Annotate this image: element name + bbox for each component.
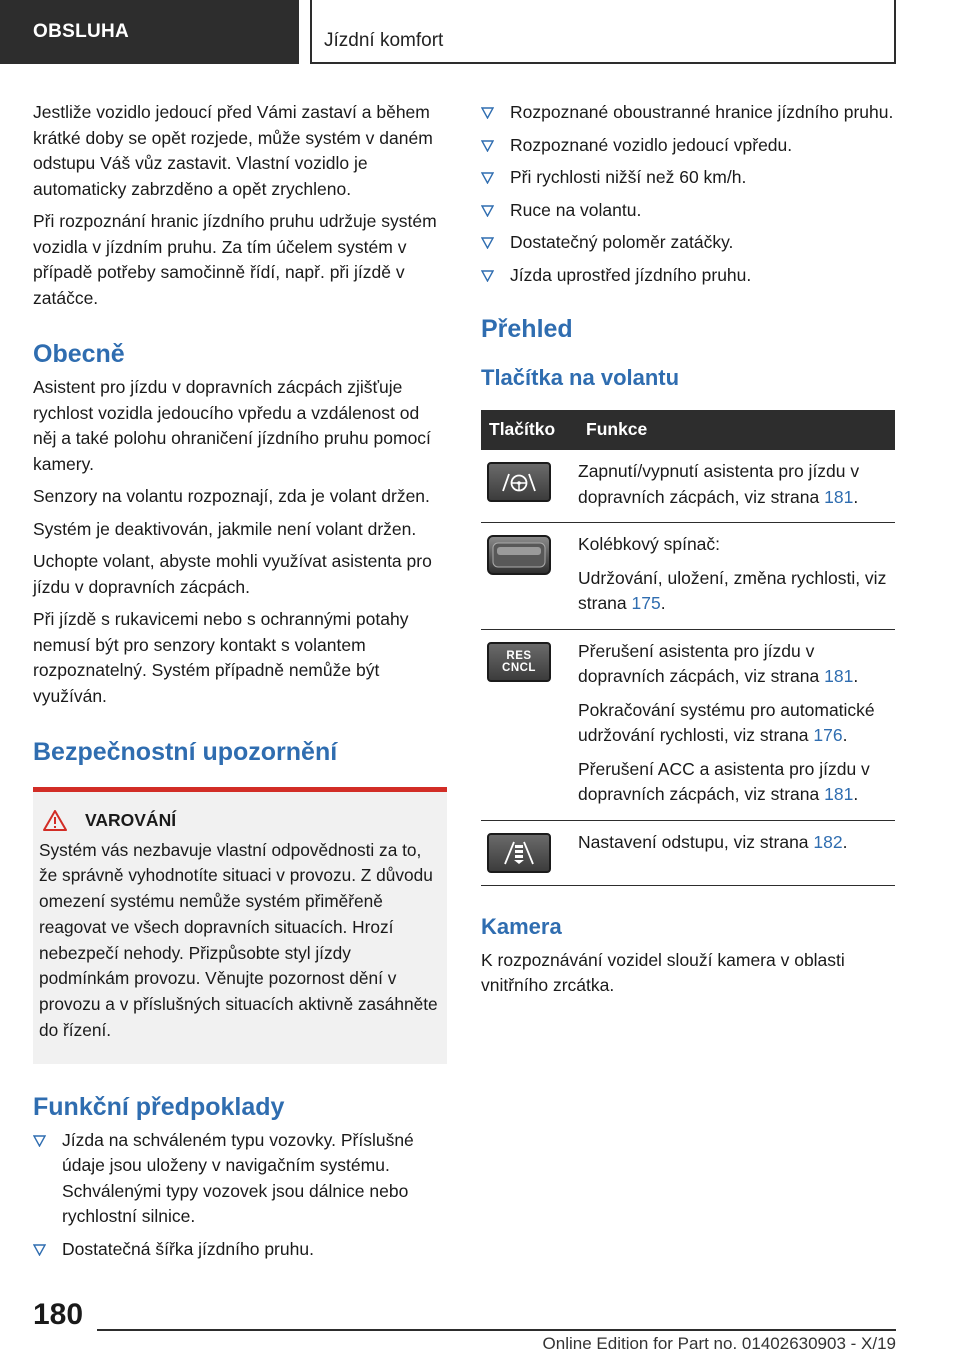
bullet-triangle-icon [481,237,494,249]
list-item-text: Rozpoznané vozidlo jedoucí vpředu. [510,134,793,155]
bullet-triangle-icon [481,205,494,217]
table-row [481,450,895,523]
general-paragraph: Systém je deaktivován, jakmile není volant držen. [33,518,417,539]
function-text: Pokračování systému pro automatické udržování rychlosti, viz strana 176. [578,699,875,745]
table-header-row [481,410,895,450]
bullet-triangle-icon [481,270,494,282]
function-text: Přerušení asistenta pro jízdu v dopravních zácpách, viz strana 181. [578,640,859,686]
function-text: Přerušení ACC a asistenta pro jízdu v dopravních zácpách, viz strana 181. [578,758,870,804]
rocker-switch-icon [487,535,551,575]
page-title: Jízdní komfort [324,30,444,51]
section-heading-safety: Bezpečnostní upozornění [33,738,338,766]
page-reference-link[interactable]: 181 [824,784,854,804]
table-cell-function [578,450,895,523]
table-row [481,629,895,820]
page-reference-link[interactable]: 175 [631,593,661,613]
table-cell-icon [481,450,578,523]
general-paragraph: Senzory na volantu rozpoznají, zda je volant držen. [33,486,430,506]
warning-text: Systém vás nezbavuje vlastní odpovědnosti za to, že správně vyhodnotíte situaci v provozu. Z důvodu omezení systému nemůže systém přiměřeně reagovat ve všech dopravních situacích. Hrozí nebezpečí nehody. Přizpůsobte styl jízdy podmínkám provozu. Věnujte pozornost dění v provozu a v příslušných situacích aktivně zasáhněte do řízení. [39,839,438,1041]
left-column [33,100,447,1269]
bullet-triangle-icon [481,172,494,184]
bullet-triangle-icon [33,1244,46,1256]
bullet-triangle-icon [33,1135,46,1147]
subheading-steering-buttons: Tlačítka na volantu [481,365,680,390]
list-item [481,165,895,191]
list-item [481,263,895,289]
footer-divider [97,1329,896,1331]
general-paragraph: Při jízdě s rukavicemi nebo s ochrannými potahy nemusí být pro senzory kontakt s volantem rozpoznatelný. Systém případně nemůže být využíván. [33,609,409,706]
list-item [33,1237,447,1263]
intro-paragraph: Jestliže vozidlo jedoucí před Vámi zastaví a během krátké doby se opět rozjede, může systém v daném odstupu Váš vůz zastavit. Vlastní vozidlo je automaticky zabrzděno a opět zrychleno. [33,102,433,199]
page-number: 180 [33,1298,84,1331]
page-reference-link[interactable]: 181 [824,486,854,507]
list-item [481,198,895,224]
general-paragraph: Asistent pro jízdu v dopravních zácpách zjišťuje rychlost vozidla jedoucího vpředu a vzdálenost od něj a také polohu ohraničení jízdního pruhu pomocí kamery. [33,377,431,474]
section-heading-overview: Přehled [481,315,573,343]
icon-label-cncl: CNCL [502,661,536,674]
list-item-text: Jízda na schváleném typu vozovky. Příslušné údaje jsou uloženy v navigačním systému. Schválenými typy vozovek jsou dálnice nebo rychlostní silnice. [62,1129,414,1227]
list-item [481,100,895,126]
function-text: Zapnutí/vypnutí asistenta pro jízdu v dopravních zácpách, viz strana 181. [578,461,860,507]
table-row [481,523,895,630]
list-item [481,133,895,159]
function-text: Kolébkový spínač: [578,534,721,554]
distance-setting-icon [487,833,551,873]
section-tab: OBSLUHA [0,0,299,64]
intro-paragraph: Při rozpoznání hranic jízdního pruhu udržuje systém vozidla v jízdním pruhu. Za tím účelem systém v případě potřeby samočinně řídí, např. při jízdě v zatáčce. [33,211,437,308]
list-item-text: Jízda uprostřed jízdního pruhu. [510,264,752,285]
page-reference-link[interactable]: 182 [813,831,843,852]
camera-paragraph: K rozpoznávání vozidel slouží kamera v oblasti vnitřního zrcátka. [481,949,845,995]
table-cell-function [578,820,895,885]
bullet-triangle-icon [481,107,494,119]
right-column [481,100,895,1006]
icon-label-res: RES [506,649,532,662]
buttons-table [481,410,895,886]
table-cell-icon [481,820,578,885]
list-item [481,230,895,256]
res-cncl-icon [487,642,551,682]
warning-label: VAROVÁNÍ [85,810,177,830]
page-reference-link[interactable]: 176 [813,725,843,745]
list-item-text: Při rychlosti nižší než 60 km/h. [510,167,747,187]
table-cell-icon [481,523,578,630]
page-reference-link[interactable]: 181 [824,666,854,686]
edition-note: Online Edition for Part no. 01402630903 - X/19 [542,1334,896,1353]
warning-triangle-icon [43,810,67,831]
table-cell-function [578,629,895,820]
function-text: Udržování, uložení, změna rychlosti, viz strana 175. [578,567,887,613]
warning-header [39,808,441,834]
section-heading-general: Obecně [33,340,125,368]
prerequisites-list-continued [481,100,895,288]
function-text: Nastavení odstupu, viz strana 182. [578,831,848,852]
list-item-text: Dostatečná šířka jízdního pruhu. [62,1238,314,1259]
general-paragraph: Uchopte volant, abyste mohli využívat asistenta pro jízdu v dopravních zácpách. [33,551,432,597]
column-header-function: Funkce [578,410,895,450]
table-row [481,820,895,885]
prerequisites-list [33,1128,447,1263]
warning-box [33,787,447,1064]
table-cell-function [578,523,895,630]
section-heading-prerequisites: Funkční předpoklady [33,1092,285,1121]
list-item-text: Ruce na volantu. [510,199,642,220]
list-item-text: Rozpoznané oboustranné hranice jízdního pruhu. [510,102,894,122]
section-heading-camera: Kamera [481,913,562,939]
column-header-button: Tlačítko [481,410,578,450]
table-cell-icon [481,629,578,820]
steering-assist-icon [487,462,551,502]
list-item-text: Dostatečný poloměr zatáčky. [510,232,734,252]
bullet-triangle-icon [481,140,494,152]
list-item [33,1128,447,1230]
